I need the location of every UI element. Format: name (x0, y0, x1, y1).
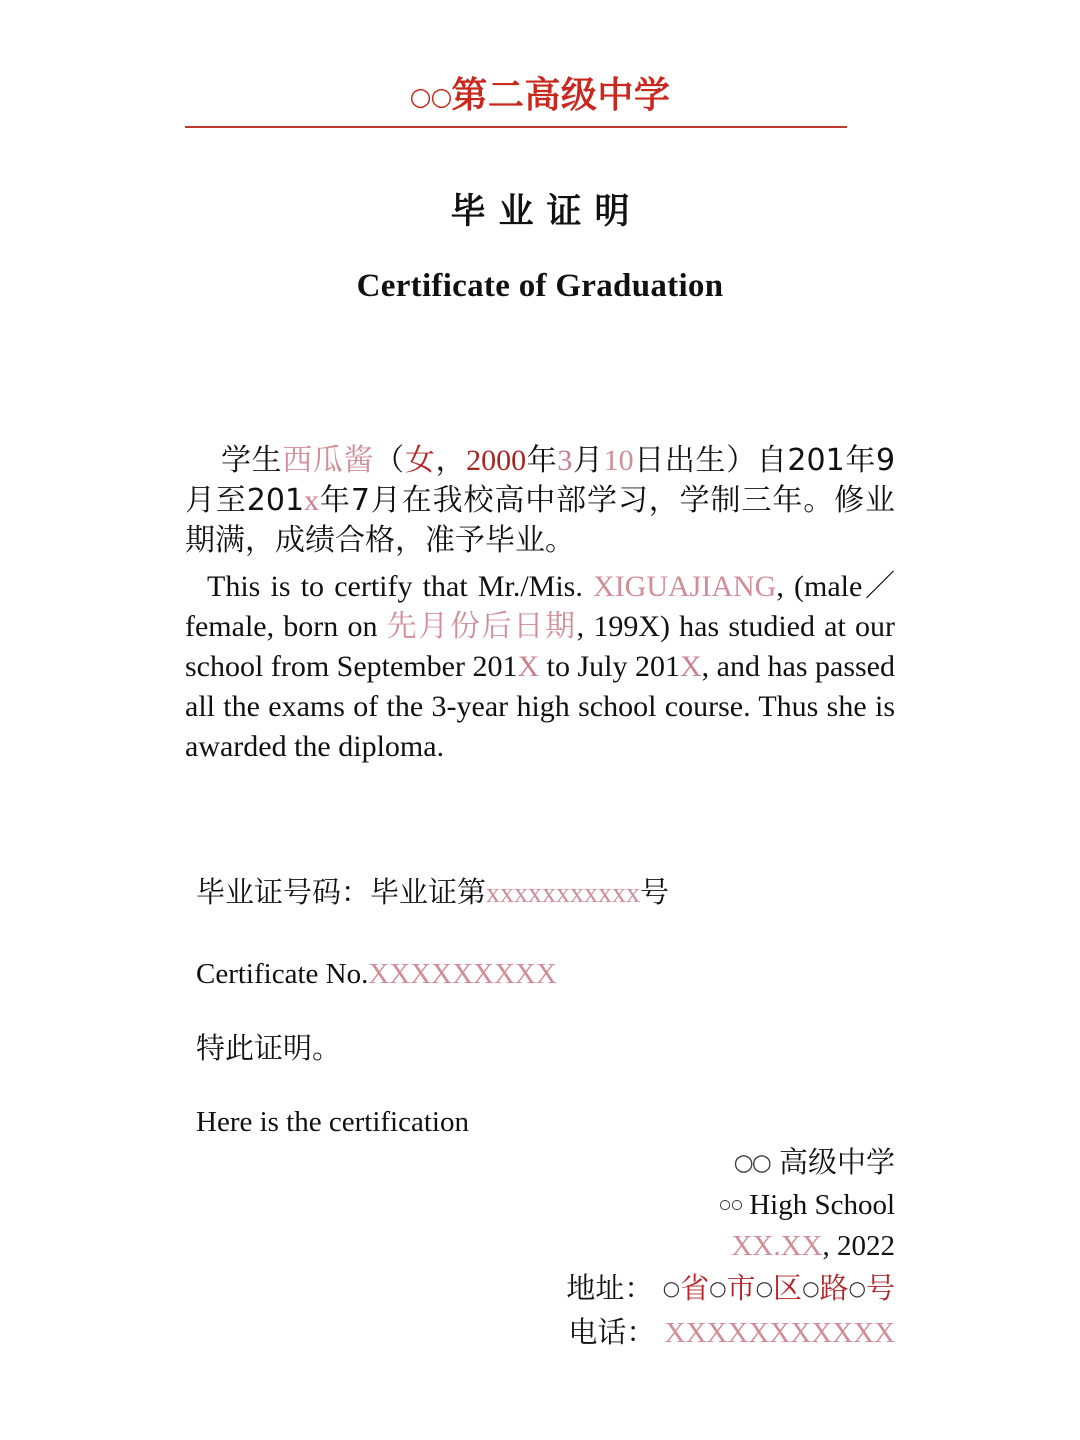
en-student-name: XIGUAJIANG (593, 570, 777, 603)
signature-school-en (300, 1184, 895, 1226)
certificate-number-en (196, 955, 557, 993)
signature-date-year: , 2022 (822, 1230, 895, 1262)
phone-value: XXXXXXXXXXX (664, 1317, 895, 1349)
phone-line (300, 1310, 895, 1355)
closing-statement-cn: 特此证明。 (196, 1031, 342, 1065)
cn-student-name: 西瓜酱 (282, 443, 375, 478)
certificate-number-cn-label: 毕业证号码：毕业证第 (196, 875, 487, 909)
certificate-number-cn-value: xxxxxxxxxxx (486, 878, 641, 909)
certificate-body (185, 441, 895, 767)
en-end-year-placeholder: X (680, 650, 702, 683)
letterhead-divider (185, 126, 847, 128)
letterhead (0, 74, 1080, 119)
address-ring-5: ○ (848, 1276, 866, 1300)
signature-date-placeholder: XX.XX (731, 1230, 823, 1262)
en-birth-placeholder: 先月份后日期 (386, 610, 577, 643)
en-seg-to-july: to July 201 (539, 650, 680, 683)
en-seg-gender-born: , (male／female, born on (185, 570, 895, 643)
signature-school-cn-text: 高级中学 (769, 1145, 895, 1179)
en-start-year-placeholder: X (517, 650, 540, 683)
cn-seg-study-start: 年9月至201 (185, 443, 896, 518)
paragraph-english (185, 567, 895, 767)
closing-statement-en: Here is the certification (196, 1106, 469, 1138)
cn-birth-year: 2000 (466, 444, 527, 477)
cn-year-placeholder: x (304, 484, 320, 517)
cn-seg-open-paren: （ (374, 443, 405, 478)
address-ring-2: ○ (709, 1276, 727, 1300)
en-seg-studied-from: , 199X) has studied at our school from September 201 (185, 610, 895, 683)
certificate-number-en-label: Certificate No. (196, 958, 369, 990)
address-district: 区 (773, 1271, 803, 1305)
cn-seg-comma: ， (435, 443, 467, 478)
certificate-number-en-value: XXXXXXXXX (368, 958, 557, 990)
signature-school-cn (300, 1142, 895, 1184)
address-number: 号 (865, 1271, 895, 1305)
address-province: 省 (680, 1271, 710, 1305)
cn-birth-month: 3 (557, 444, 573, 477)
certificate-number-cn (196, 873, 669, 913)
address-ring-3: ○ (755, 1276, 774, 1300)
letterhead-school-text: 第二高级中学 (451, 75, 671, 116)
letterhead-ring-placeholder: ○○ (409, 82, 452, 111)
address-ring-1: ○ (662, 1276, 681, 1300)
cn-seg-born-from: 日出生）自201 (633, 443, 845, 478)
page-title-en: Certificate of Graduation (356, 268, 724, 304)
signature-ring-cn: ○○ (733, 1150, 770, 1176)
address-city: 市 (726, 1271, 756, 1305)
address-line (300, 1266, 895, 1310)
paragraph-chinese (185, 441, 895, 561)
cn-seg-month-char: 月 (572, 443, 604, 478)
signature-ring-en: ○○ (718, 1192, 742, 1217)
cn-birth-day: 10 (603, 444, 634, 477)
cn-seg-tail: 年7月在我校高中部学习，学制三年。修业期满，成绩合格，准予毕业。 (185, 483, 895, 558)
page-title-cn: 毕业证明 (450, 192, 643, 232)
cn-seg-year-char: 年 (526, 443, 558, 478)
certificate-number-cn-suffix: 号 (640, 875, 670, 909)
signature-school-en-text: High School (741, 1189, 895, 1221)
contact-block (300, 1266, 895, 1355)
signature-date (300, 1226, 895, 1267)
cn-gender: 女 (404, 443, 436, 478)
signature-block (300, 1142, 895, 1267)
letterhead-school-name (0, 74, 1080, 119)
address-road: 路 (819, 1271, 849, 1305)
address-ring-4: ○ (802, 1276, 820, 1300)
phone-label: 电话： (568, 1315, 656, 1349)
en-seg-tail: , and has passed all the exams of the 3-year high school course. Thus she is awarded the diploma. (185, 650, 895, 763)
en-seg-certify: This is to certify that Mr./Mis. (207, 570, 594, 603)
address-label: 地址： (566, 1271, 654, 1305)
cn-seg-student-label: 学生 (221, 443, 283, 478)
